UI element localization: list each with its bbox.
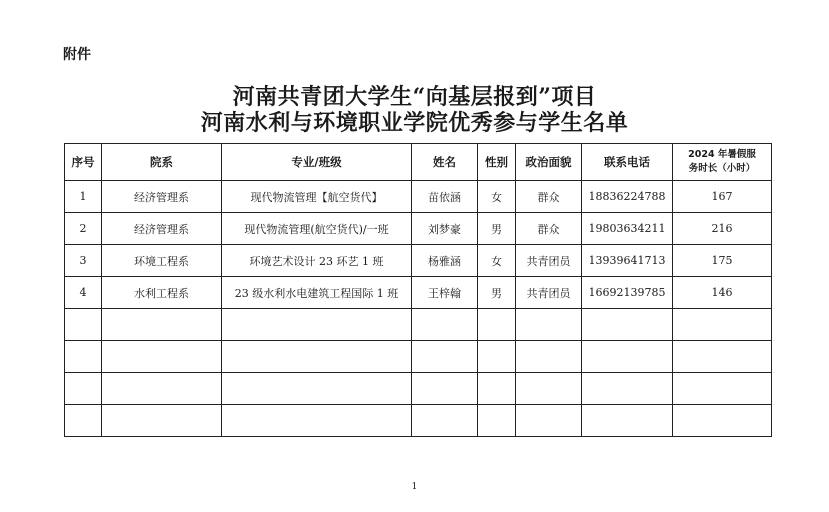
- header-major-class: 专业/班级: [222, 144, 412, 181]
- table-row: [65, 181, 772, 213]
- cell-gender: [478, 373, 516, 405]
- cell-name: 王梓翰: [412, 277, 478, 309]
- page-number: 1: [411, 482, 418, 492]
- cell-no: 4: [65, 277, 102, 309]
- cell-no: [65, 405, 102, 437]
- cell-no: [65, 341, 102, 373]
- cell-phone: 19803634211: [582, 213, 673, 245]
- header-service-hours-line2: 务时长（小时）: [688, 163, 756, 174]
- cell-major-class: [222, 405, 412, 437]
- cell-political-status: [516, 341, 582, 373]
- cell-phone: 18836224788: [582, 181, 673, 213]
- cell-gender: 女: [478, 181, 516, 213]
- cell-gender: [478, 309, 516, 341]
- cell-major-class: [222, 309, 412, 341]
- cell-service-hours: [673, 309, 772, 341]
- cell-political-status: [516, 405, 582, 437]
- cell-service-hours: [673, 373, 772, 405]
- header-political-status: 政治面貌: [516, 144, 582, 181]
- document-title-line2: 河南水利与环境职业学院优秀参与学生名单: [200, 110, 629, 136]
- header-service-hours: [673, 144, 772, 181]
- cell-service-hours: 175: [673, 245, 772, 277]
- table-row: [65, 213, 772, 245]
- table-row: [65, 277, 772, 309]
- cell-no: [65, 373, 102, 405]
- cell-department: [102, 341, 222, 373]
- cell-gender: [478, 405, 516, 437]
- cell-no: 1: [65, 181, 102, 213]
- header-phone: 联系电话: [582, 144, 673, 181]
- cell-major-class: [222, 373, 412, 405]
- cell-no: 2: [65, 213, 102, 245]
- cell-political-status: 群众: [516, 181, 582, 213]
- cell-gender: 女: [478, 245, 516, 277]
- cell-service-hours: 167: [673, 181, 772, 213]
- cell-major-class: [222, 341, 412, 373]
- cell-gender: [478, 341, 516, 373]
- cell-department: 水利工程系: [102, 277, 222, 309]
- header-name: 姓名: [412, 144, 478, 181]
- cell-phone: [582, 309, 673, 341]
- cell-political-status: [516, 373, 582, 405]
- cell-name: 刘梦豪: [412, 213, 478, 245]
- cell-department: [102, 373, 222, 405]
- table-row: [65, 373, 772, 405]
- cell-name: [412, 309, 478, 341]
- cell-phone: 16692139785: [582, 277, 673, 309]
- student-list-table: [64, 143, 772, 437]
- cell-department: 经济管理系: [102, 213, 222, 245]
- table-row: [65, 341, 772, 373]
- cell-name: [412, 373, 478, 405]
- document-title-line1: 河南共青团大学生“向基层报到”项目: [232, 84, 597, 110]
- cell-major-class: 现代物流管理(航空货代)/一班: [222, 213, 412, 245]
- cell-no: 3: [65, 245, 102, 277]
- cell-service-hours: 146: [673, 277, 772, 309]
- cell-department: [102, 405, 222, 437]
- cell-phone: [582, 373, 673, 405]
- cell-name: 苗依涵: [412, 181, 478, 213]
- cell-political-status: 共青团员: [516, 277, 582, 309]
- cell-phone: 13939641713: [582, 245, 673, 277]
- cell-department: [102, 309, 222, 341]
- attachment-label: 附件: [63, 47, 91, 63]
- header-service-hours-line1: 2024 年暑假服: [688, 149, 756, 160]
- header-no: 序号: [65, 144, 102, 181]
- cell-gender: 男: [478, 213, 516, 245]
- table-row: [65, 405, 772, 437]
- cell-department: 环境工程系: [102, 245, 222, 277]
- cell-gender: 男: [478, 277, 516, 309]
- cell-major-class: 现代物流管理【航空货代】: [222, 181, 412, 213]
- cell-major-class: 环境艺术设计 23 环艺 1 班: [222, 245, 412, 277]
- cell-political-status: [516, 309, 582, 341]
- cell-department: 经济管理系: [102, 181, 222, 213]
- cell-political-status: 群众: [516, 213, 582, 245]
- cell-political-status: 共青团员: [516, 245, 582, 277]
- cell-major-class: 23 级水利水电建筑工程国际 1 班: [222, 277, 412, 309]
- header-department: 院系: [102, 144, 222, 181]
- table-header-row: [65, 144, 772, 181]
- table-row: [65, 309, 772, 341]
- cell-phone: [582, 341, 673, 373]
- cell-service-hours: [673, 405, 772, 437]
- cell-no: [65, 309, 102, 341]
- header-gender: 性别: [478, 144, 516, 181]
- cell-name: [412, 405, 478, 437]
- cell-service-hours: 216: [673, 213, 772, 245]
- table-row: [65, 245, 772, 277]
- cell-service-hours: [673, 341, 772, 373]
- cell-phone: [582, 405, 673, 437]
- cell-name: [412, 341, 478, 373]
- cell-name: 杨雅涵: [412, 245, 478, 277]
